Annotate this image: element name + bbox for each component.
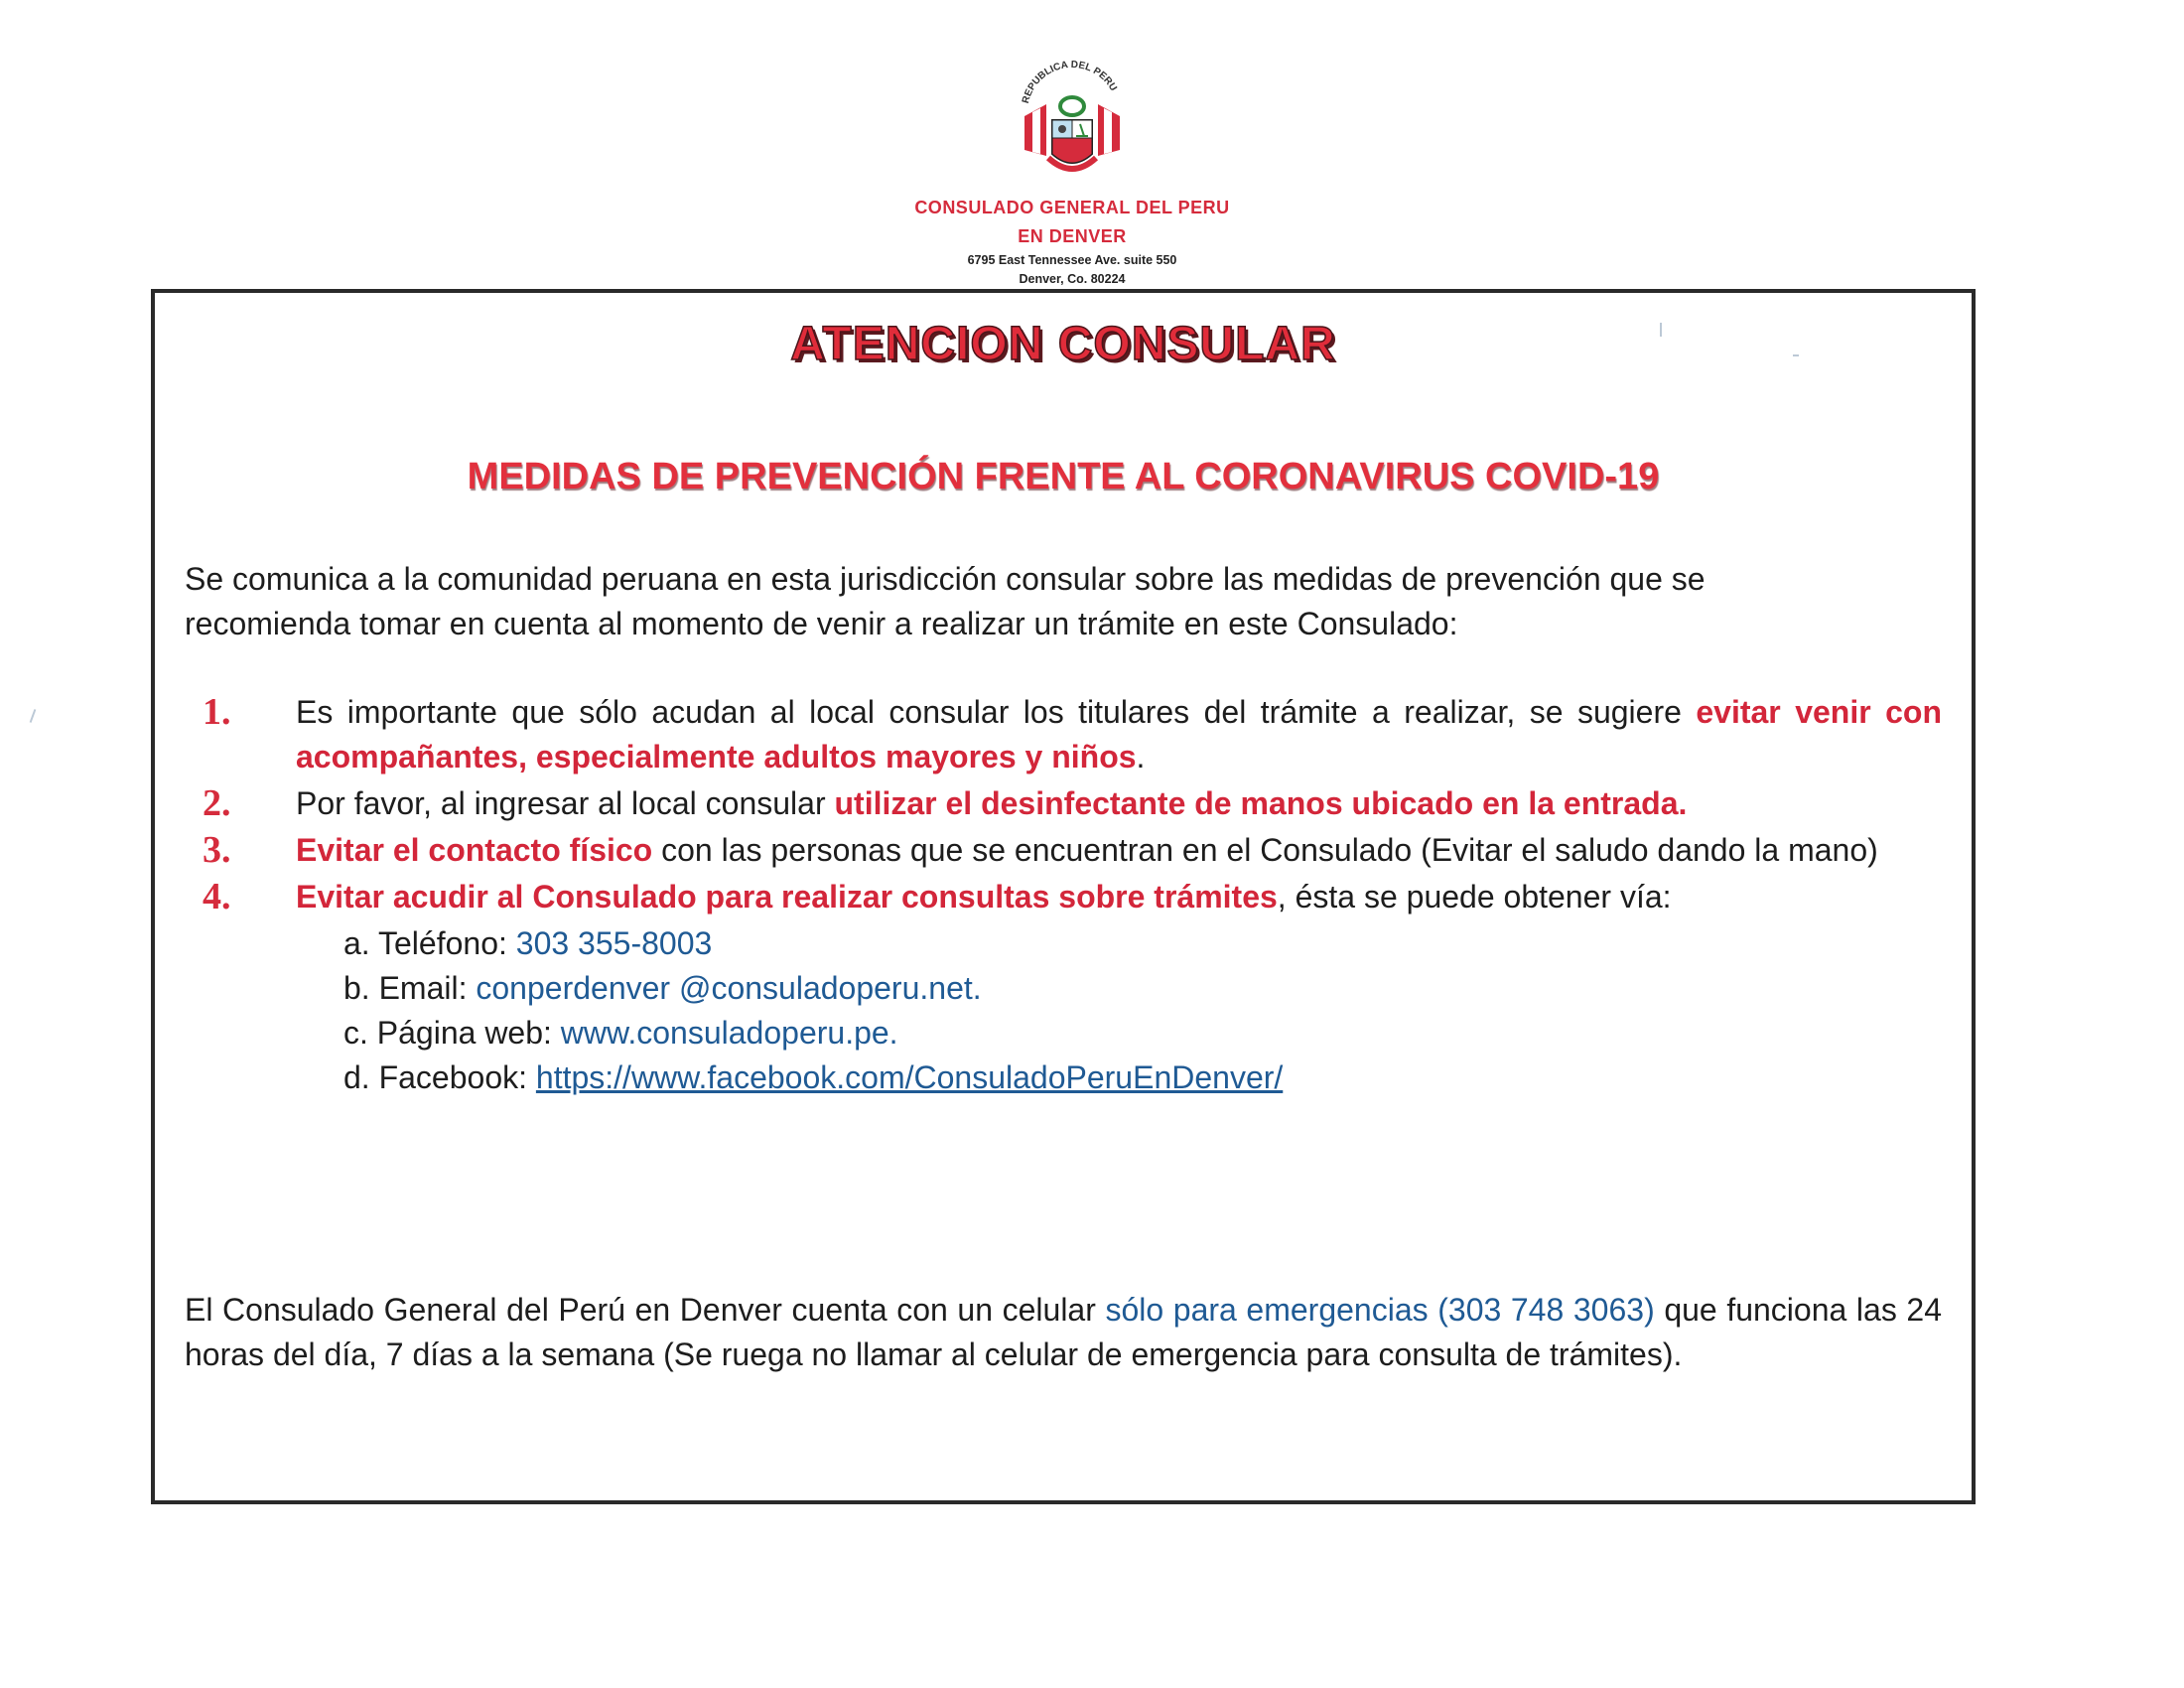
item-text-end: .: [1678, 785, 1688, 821]
notice-subtitle: MEDIDAS DE PREVENCIÓN FRENTE AL CORONAVIRUS COVID-19: [467, 456, 1660, 497]
phone-link[interactable]: 303 355-8003: [515, 925, 713, 961]
contact-email: [343, 966, 1942, 1011]
item-text: Es importante que sólo acudan al local consular los titulares del trámite a realizar, se sugiere: [296, 694, 1697, 730]
item-number: 3.: [203, 829, 231, 871]
address-street: 6795 East Tennessee Ave. suite 550: [967, 253, 1177, 267]
scan-speck: [1793, 354, 1799, 356]
item-highlight: Evitar el contacto físico: [296, 832, 653, 868]
consulate-name: CONSULADO GENERAL DEL PERU: [914, 198, 1230, 217]
facebook-link[interactable]: https://www.facebook.com/ConsuladoPeruEnDenver/: [535, 1059, 1284, 1095]
item-highlight: Evitar acudir al Consulado para realizar consultas sobre trámites: [296, 879, 1278, 914]
list-item: [185, 828, 1942, 873]
notice-frame: [151, 289, 1976, 1504]
contact-letter: c.: [343, 1015, 368, 1051]
intro-paragraph: Se comunica a la comunidad peruana en esta jurisdicción consular sobre las medidas de prevención que se recomienda tomar en cuenta al momento de venir a realizar un trámite en este Consulado:: [185, 561, 1706, 641]
notice-title: ATENCION CONSULAR: [790, 318, 1336, 370]
scan-speck: [30, 709, 37, 723]
address-city: Denver, Co. 80224: [1019, 272, 1126, 286]
emergency-phone[interactable]: sólo para emergencias (303 748 3063): [1105, 1292, 1655, 1328]
contact-letter: b.: [343, 970, 370, 1006]
contact-label: Email:: [378, 970, 477, 1006]
email-link[interactable]: conperdenver @consuladoperu.net.: [476, 970, 982, 1006]
list-item: [185, 690, 1942, 779]
consulate-city: EN DENVER: [1018, 226, 1127, 246]
item-text-end: .: [1136, 739, 1146, 774]
contact-letter: a.: [343, 925, 370, 961]
prevention-list: [185, 690, 1942, 1100]
emergency-text-end: que funciona las 24 horas del día, 7 días a la semana (Se ruega no llamar al celular de emergencia para consulta de trámites).: [185, 1292, 1943, 1372]
list-item: [185, 781, 1942, 826]
item-text-end: , ésta se puede obtener vía:: [1277, 879, 1672, 914]
contact-facebook: [343, 1055, 1942, 1100]
emergency-paragraph: [185, 1288, 1942, 1377]
contact-website: [343, 1011, 1942, 1055]
item-number: 4.: [203, 876, 231, 917]
svg-text:REPUBLICA DEL PERU: REPUBLICA DEL PERU: [1020, 59, 1119, 105]
contact-label: Teléfono:: [378, 925, 516, 961]
emergency-text: El Consulado General del Perú en Denver cuenta con un celular: [185, 1292, 1106, 1328]
contact-phone: [343, 921, 1942, 966]
contact-letter: d.: [343, 1059, 370, 1095]
list-item: [185, 875, 1942, 919]
item-number: 1.: [203, 691, 231, 733]
item-number: 2.: [203, 782, 231, 824]
coat-of-arms-seal: [1003, 55, 1142, 194]
contact-list: [185, 921, 1942, 1100]
scan-speck: [1660, 323, 1662, 337]
contact-label: Facebook:: [378, 1059, 536, 1095]
item-text: Por favor, al ingresar al local consular: [296, 785, 835, 821]
contact-label: Página web:: [376, 1015, 561, 1051]
item-highlight: evitar venir con acompañantes, especialmente adultos mayores y niños: [296, 694, 1943, 774]
item-highlight: utilizar el desinfectante de manos ubicado en la entrada: [834, 785, 1679, 821]
item-text-end: con las personas que se encuentran en el Consulado (Evitar el saludo dando la mano): [652, 832, 1878, 868]
website-link[interactable]: www.consuladoperu.pe.: [560, 1015, 898, 1051]
letterhead: [0, 55, 2144, 289]
